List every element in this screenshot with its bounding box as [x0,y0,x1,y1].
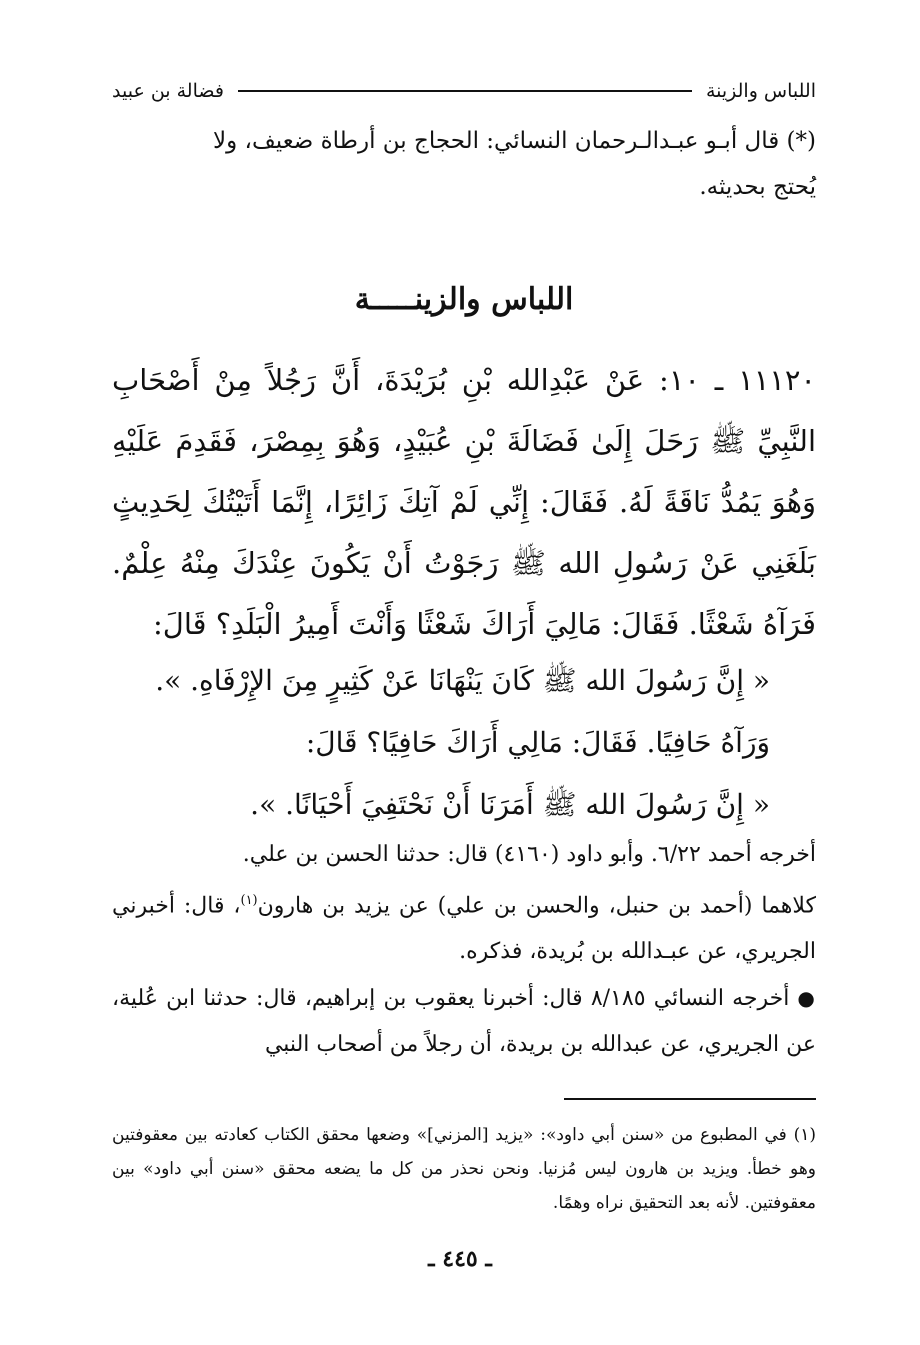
takhrij-p2-end: ، قال: أخبرني الجريري، عن عبـدالله بن بُريدة، فذكره. [112,893,816,965]
running-head-section: فضالة بن عبيد [112,80,224,102]
takhrij-paragraph-3 [112,975,816,1068]
takhrij-section [112,832,816,1068]
running-head-rule [238,90,692,92]
hadith-text [112,350,816,655]
footnote-separator [564,1098,816,1100]
takhrij-paragraph-2 [112,878,816,975]
hadith-number: ١١١٢٠ ـ ١٠: [659,363,817,397]
top-note [112,118,816,210]
running-head [112,76,816,106]
hadith-quote-2: « إِنَّ رَسُولَ الله ﷺ أَمَرَنَا أَنْ نَحْتَفِيَ أَحْيَانًا. ». [250,788,770,821]
top-note-line-2: يُحتج بحديثه. [699,174,816,200]
footnote: (١) في المطبوع من «سنن أبي داود»: «يزيد [المزني]» وضعها محقق الكتاب كعادته بين معقوفتين وهو خطأ. ويزيد بن هارون ليس مُزنيا. ونحن نحذر من كل ما يضعه محقق «سنن أبي داود» بين معقوفتين. لأنه بعد التحقيق نراه وهمًا. [112,1125,816,1213]
footnote-reference: (١) [240,893,258,908]
takhrij-p3-text: أخرجه النسائي ٨/١٨٥ قال: أخبرنا يعقوب بن إبراهيم، قال: حدثنا ابن عُلية، عن الجريري، عن عبدالله بن بريدة، أن رجلاً من أصحاب النبي [112,986,816,1058]
hadith-quote-1: « إِنَّ رَسُولَ الله ﷺ كَانَ يَنْهَانَا عَنْ كَثِيرٍ مِنَ الإِرْفَاهِ. ». [155,664,770,697]
takhrij-paragraph-1: أخرجه أحمد ٦/٢٢. وأبو داود (٤١٦٠) قال: حدثنا الحسن بن علي. [242,842,816,867]
running-head-chapter: اللباس والزينة [705,80,816,102]
section-title: اللباس والزينـــــة [354,282,574,317]
hadith-quotes [112,650,770,836]
hadith-body: عَنْ عَبْدِالله بْنِ بُرَيْدَةَ، أَنَّ رَجُلاً مِنْ أَصْحَابِ النَّبِيِّ ﷺ رَحَلَ إِلَىٰ فَضَالَةَ بْنِ عُبَيْدٍ، وَهُوَ بِمِصْرَ، فَقَدِمَ عَلَيْهِ وَهُوَ يَمُدُّ نَاقَةً لَهُ. فَقَالَ: إِنِّي لَمْ آتِكَ زَائِرًا، إِنَّمَا أَتَيْتُكَ لِحَدِيثٍ بَلَغَنِي عَنْ رَسُولِ الله ﷺ رَجَوْتُ أَنْ يَكُونَ عِنْدَكَ مِنْهُ عِلْمٌ. فَرَآهُ شَعْثًا. فَقَالَ: مَالِيَ أَرَاكَ شَعْثًا وَأَنْتَ أَمِيرُ الْبَلَدِ؟ قَالَ: [112,363,816,641]
top-note-line-1: (*) قال أبـو عبـدالـرحمان النسائي: الحجاج بن أرطاة ضعيف، ولا [212,128,816,154]
takhrij-p2-start: كلاهما (أحمد بن حنبل، والحسن بن علي) عن يزيد بن هارون [257,893,816,919]
hadith-line-after: وَرَآهُ حَافِيًا. فَقَالَ: مَالِي أَرَاكَ حَافِيًا؟ قَالَ: [305,726,770,759]
bullet-icon: ● [797,986,816,1011]
page-number: ـ ٤٤٥ ـ [428,1246,492,1272]
